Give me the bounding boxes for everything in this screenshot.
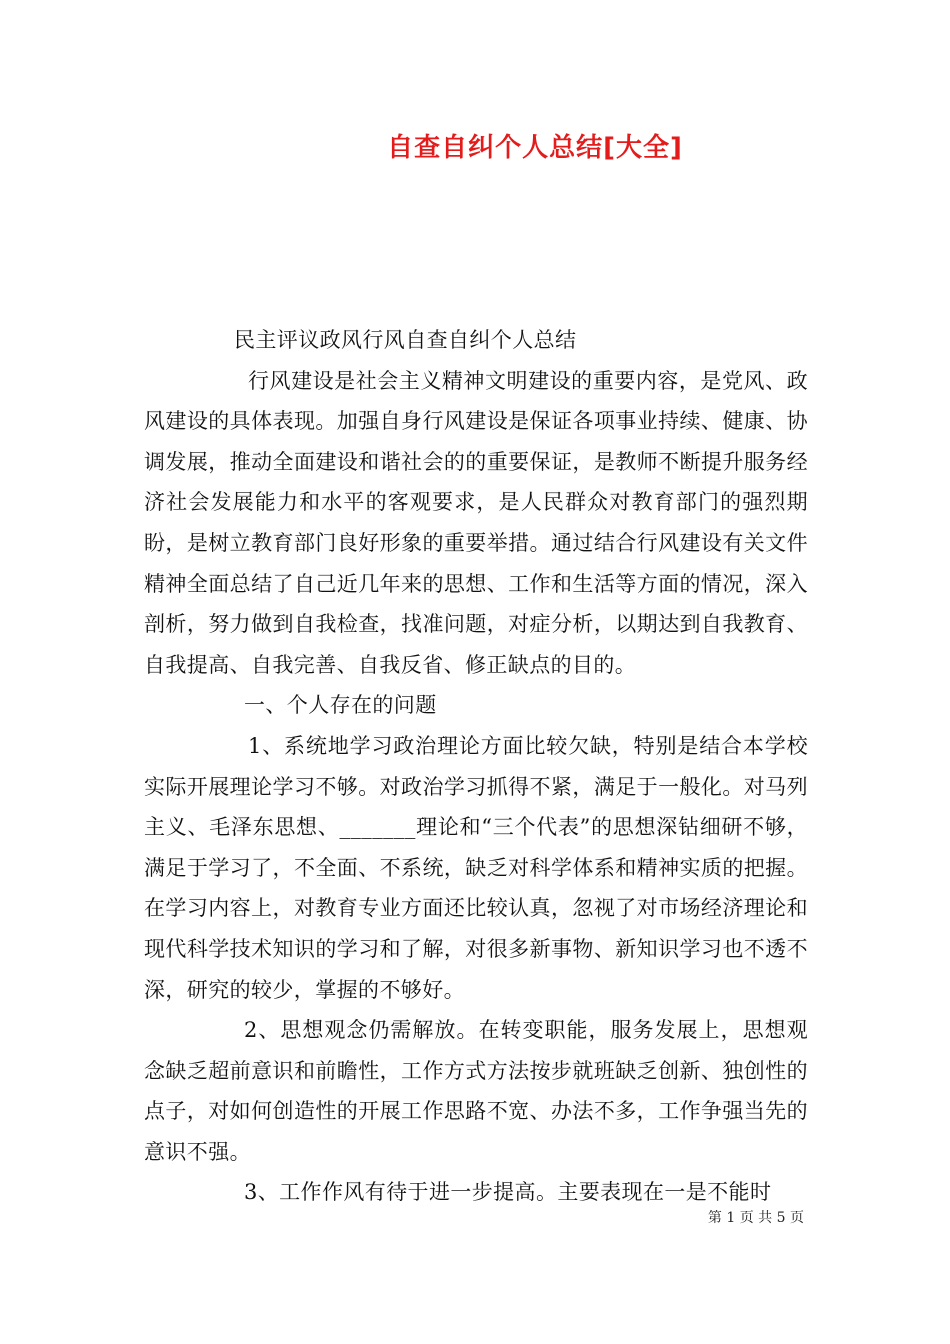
section-heading: 一、个人存在的问题	[244, 693, 437, 718]
problem-paragraph-1: 1、系统地学习政治理论方面比较欠缺，特别是结合本学校实际开展理论学习不够。对政治学习抓得不紧，满足于一般化。对马列主义、毛泽东思想、_______理论和“三个代表”的思想深钻细研不够，满足于学习了，不全面、不系统，缺乏对科学体系和精神实质的把握。在学习内容上，对教育专业方面还比较认真，忽视了对市场经济理论和现代科学技术知识的学习和了解，对很多新事物、新知识学习也不透不深，研究的较少，掌握的不够好。	[144, 733, 808, 1002]
subtitle-paragraph: 民主评议政风行风自查自纠个人总结	[234, 328, 577, 352]
problem-paragraph-2: 2、思想观念仍需解放。在转变职能，服务发展上，思想观念缺乏超前意识和前瞻性，工作方式方法按步就班缺乏创新、独创性的点子，对如何创造性的开展工作思路不宽、办法不多，工作争强当先的意识不强。	[144, 1018, 808, 1164]
problem-paragraph-3: 3、工作作风有待于进一步提高。主要表现在一是不能时	[244, 1180, 772, 1205]
page-number-footer: 第 1 页 共 5 页	[707, 1210, 804, 1226]
intro-paragraph: 行风建设是社会主义精神文明建设的重要内容，是党风、政风建设的具体表现。加强自身行风建设是保证各项事业持续、健康、协调发展，推动全面建设和谐社会的的重要保证，是教师不断提升服务经济社会发展能力和水平的客观要求，是人民群众对教育部门的强烈期盼，是树立教育部门良好形象的重要举措。通过结合行风建设有关文件精神全面总结了自己近几年来的思想、工作和生活等方面的情况，深入剖析，努力做到自我检查，找准问题，对症分析，以期达到自我教育、自我提高、自我完善、自我反省、修正缺点的目的。	[144, 368, 808, 677]
document-body	[144, 320, 808, 1213]
document-title: 自查自纠个人总结[大全]	[387, 133, 683, 163]
